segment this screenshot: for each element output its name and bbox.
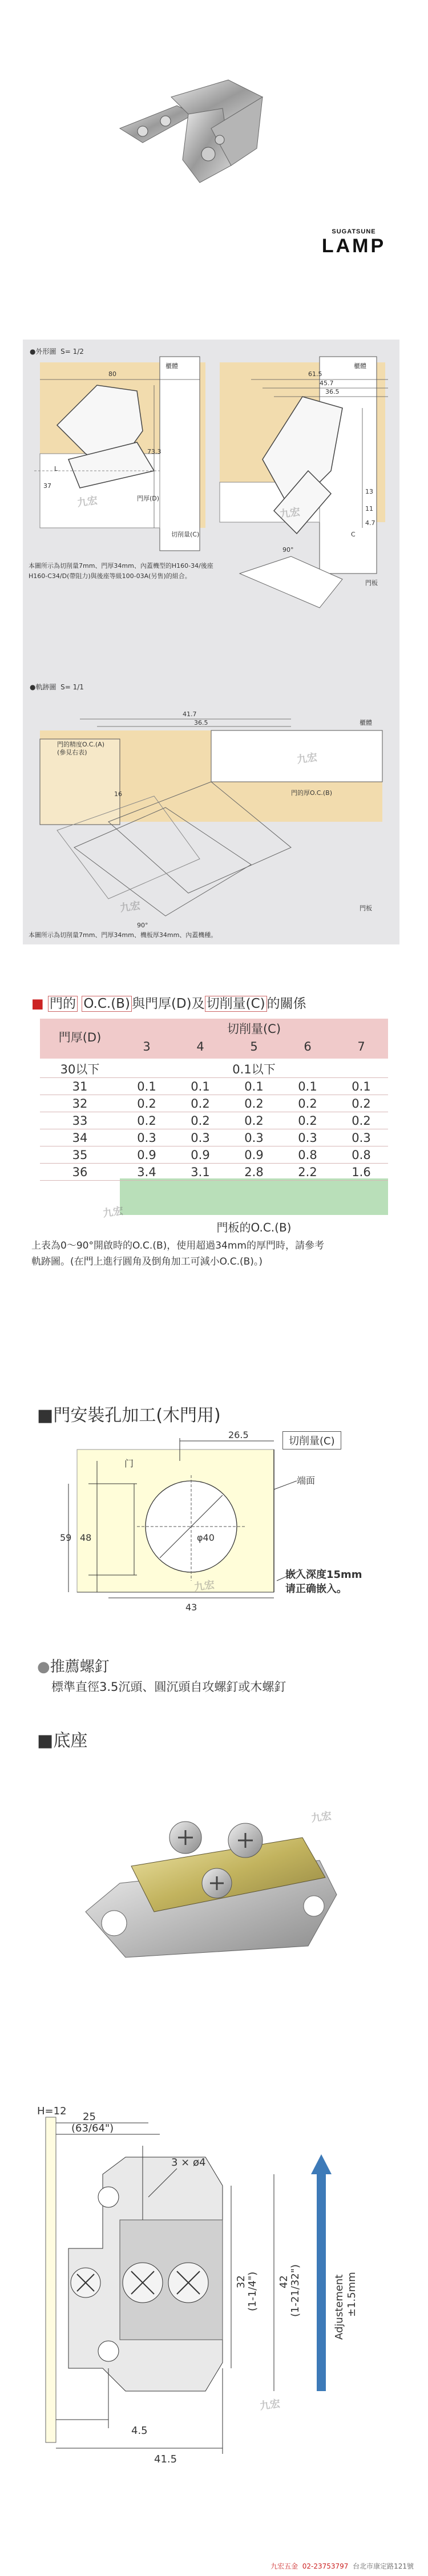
value-cell: 2.8: [227, 1164, 281, 1181]
door-hole-drawing: [57, 1427, 399, 1615]
watermark-1: 九宏: [76, 494, 99, 510]
value-cell: 0.2: [281, 1112, 334, 1129]
value-cell: 0.2: [227, 1112, 281, 1129]
hinge-product-image: [108, 74, 280, 194]
relation-footer: 門板的O.C.(B): [216, 1221, 292, 1234]
base-dim-2564: (63/64"): [71, 2122, 114, 2134]
d-cell: 33: [40, 1112, 120, 1129]
value-cell: 3.1: [173, 1164, 227, 1181]
track-oc-b: 門的厚O.C.(B): [291, 789, 333, 797]
track-oc-a-2: (參見右表): [57, 749, 87, 756]
label-cabinet-2: 櫃體: [354, 362, 366, 370]
base-drawing-svg: [34, 2100, 377, 2471]
outer-note-1: 本圖所示為切削量7mm、門厚34mm、內蓋機型的H160-34/後座: [29, 562, 213, 570]
relation-note-1: 上表為0～90°開啟時的O.C.(B)，使用超過34mm的厚門時，請參考: [31, 1240, 324, 1251]
relation-cut-values: [120, 1040, 388, 1053]
relation-cut-header: 切削量(C): [227, 1022, 281, 1036]
value-cell: 0.8: [334, 1146, 388, 1164]
depth-note-2: 请正确嵌入。: [285, 1583, 347, 1595]
dim-47: 4.7: [365, 519, 375, 527]
dim-90: 90°: [282, 546, 294, 554]
dim-61: 61.5: [308, 370, 322, 378]
watermark-2: 九宏: [278, 506, 301, 521]
d-cell: 36: [40, 1164, 120, 1181]
footer-address: 台北市康定路121號: [353, 2562, 414, 2570]
value-cell: 0.9: [120, 1146, 173, 1164]
door-hole-heading: ■門安裝孔加工(木門用): [37, 1406, 221, 1426]
table-row: [40, 1078, 388, 1095]
relation-heading: ■ 門的 O.C.(B) 與門厚(D)及 切削量(C) 的關係: [31, 996, 306, 1011]
outer-drawing-panel: [23, 340, 399, 676]
end-face-label: 端面: [297, 1475, 316, 1486]
cut-3: 3: [143, 1040, 151, 1053]
value-cell: 1.6: [334, 1164, 388, 1181]
d-cell: 35: [40, 1146, 120, 1164]
d-cell: 32: [40, 1095, 120, 1112]
table-row: [40, 1112, 388, 1129]
screw-heading: ●推薦螺釘: [37, 1658, 110, 1675]
watermark-4: 九宏: [119, 899, 142, 915]
cut-4: 4: [196, 1040, 204, 1053]
base-dim-h: H=12: [37, 2105, 67, 2117]
label-door: 門板: [365, 579, 378, 587]
base-dim-holes: 3 × ø4: [171, 2157, 206, 2169]
label-door-thickness: 門厚(D): [137, 495, 160, 502]
brand-name: LAMP: [321, 235, 386, 257]
base-dim-45: 4.5: [131, 2425, 148, 2437]
table-row: [40, 1164, 388, 1181]
value-cell: 0.2: [334, 1095, 388, 1112]
screw-text: 標準直徑3.5沉頭、圓沉頭自攻螺釘或木螺釘: [51, 1680, 286, 1694]
footer-phone: 02-23753797: [302, 2562, 349, 2570]
outer-drawing-title: ●外形圖 S= 1/2: [30, 348, 84, 356]
footer: [0, 2561, 428, 2571]
base-dim-25: 25: [83, 2111, 96, 2123]
table-row: [40, 1060, 388, 1078]
value-cell: 0.3: [120, 1129, 173, 1146]
door-hole-svg: [57, 1427, 399, 1615]
value-cell: 0.3: [227, 1129, 281, 1146]
hero-section: [0, 0, 428, 337]
value-cell: 0.2: [173, 1095, 227, 1112]
base-dim-12132: (1-21/32"): [289, 2264, 301, 2317]
value-cell: 3.4: [120, 1164, 173, 1181]
track-dim-41: 41.7: [183, 710, 197, 718]
dim-26-5: 26.5: [228, 1430, 249, 1440]
depth-note-1: 嵌入深度15mm: [285, 1569, 362, 1581]
value-cell: 0.2: [334, 1112, 388, 1129]
cut-5: 5: [250, 1040, 258, 1053]
watermark-3: 九宏: [296, 751, 318, 766]
label-c: C: [351, 531, 356, 538]
dim-43: 43: [185, 1602, 197, 1613]
value-cell: 0.1: [281, 1078, 334, 1095]
value-cell: 0.9: [173, 1146, 227, 1164]
base-drawing: [34, 2100, 377, 2471]
value-cell: 0.1: [227, 1078, 281, 1095]
label-cut: 切削量(C): [171, 531, 200, 538]
table-row: [40, 1095, 388, 1112]
value-cell: 0.2: [227, 1095, 281, 1112]
span-cell: 0.1以下: [120, 1060, 388, 1078]
dim-73: 73.3: [147, 448, 161, 455]
dim-80: 80: [108, 370, 116, 378]
value-cell: 0.3: [281, 1129, 334, 1146]
table-row: [40, 1129, 388, 1146]
value-cell: 2.2: [281, 1164, 334, 1181]
base-dim-42: 42: [278, 2275, 290, 2288]
label-l: L: [54, 465, 58, 473]
base-adjust-2: ±1.5mm: [346, 2272, 358, 2317]
base-product-image: [80, 1798, 348, 1969]
cut-6: 6: [304, 1040, 312, 1053]
value-cell: 0.1: [173, 1078, 227, 1095]
value-cell: 0.1: [334, 1078, 388, 1095]
footer-store: 九宏五金: [270, 2562, 298, 2570]
track-drawing-panel: [23, 676, 399, 944]
brand-logo: [302, 228, 405, 257]
base-dim-114: (1-1/4"): [247, 2271, 259, 2311]
cut-label-box: 切削量(C): [282, 1431, 341, 1449]
watermark-7: 九宏: [310, 1810, 333, 1825]
base-heading: ■底座: [37, 1731, 88, 1751]
watermark-6: 九宏: [193, 1578, 216, 1594]
value-cell: 0.3: [334, 1129, 388, 1146]
value-cell: 0.3: [173, 1129, 227, 1146]
dim-37: 37: [43, 482, 51, 490]
track-drawing-title: ●軌跡圖 S= 1/1: [30, 683, 84, 691]
track-dim-36: 36.5: [194, 719, 208, 726]
base-dim-415: 41.5: [154, 2453, 177, 2465]
track-note: 本圖所示為切削量7mm、門厚34mm、機板厚34mm、內蓋機種。: [29, 931, 217, 939]
track-dim-90: 90°: [137, 922, 148, 929]
label-cabinet-1: 櫃體: [165, 362, 178, 370]
value-cell: 0.9: [227, 1146, 281, 1164]
dim-59: 59: [60, 1532, 72, 1543]
door-label: 门: [124, 1458, 134, 1469]
track-cabinet: 櫃體: [360, 719, 372, 726]
d-cell: 34: [40, 1129, 120, 1146]
cut-7: 7: [357, 1040, 365, 1053]
track-drawing: [23, 676, 399, 944]
value-cell: 0.2: [173, 1112, 227, 1129]
track-door: 門板: [360, 905, 372, 912]
dim-45: 45.7: [320, 379, 334, 387]
brand-sub: SUGATSUNE: [332, 228, 376, 235]
relation-table: [40, 1060, 388, 1181]
dim-36: 36.5: [325, 388, 340, 395]
d-cell: 30以下: [40, 1060, 120, 1078]
relation-note-2: 軌跡圖。(在門上進行圓角及倒角加工可減小O.C.(B)。): [31, 1256, 263, 1267]
dim-13: 13: [365, 488, 373, 495]
value-cell: 0.2: [281, 1095, 334, 1112]
outer-note-2: H160-C34/D(帶阻力)與後座等級100-03A(另售)的組合。: [29, 572, 191, 580]
base-adjust: Adjustement: [333, 2274, 345, 2340]
table-row: [40, 1146, 388, 1164]
relation-col-header: 門厚(D): [58, 1031, 102, 1044]
watermark-5: 九宏: [102, 1205, 124, 1220]
value-cell: 0.1: [120, 1078, 173, 1095]
track-dim-16: 16: [114, 790, 122, 798]
relation-green-bg: [120, 1178, 388, 1215]
d-cell: 31: [40, 1078, 120, 1095]
base-dim-32: 32: [235, 2275, 247, 2288]
value-cell: 0.2: [120, 1095, 173, 1112]
value-cell: 0.2: [120, 1112, 173, 1129]
track-oc-a: 門的精度O.C.(A): [57, 741, 104, 748]
dim-phi40: φ40: [197, 1532, 215, 1543]
watermark-8: 九宏: [259, 2397, 281, 2413]
value-cell: 0.8: [281, 1146, 334, 1164]
dim-48: 48: [80, 1532, 92, 1543]
dim-11: 11: [365, 505, 373, 512]
